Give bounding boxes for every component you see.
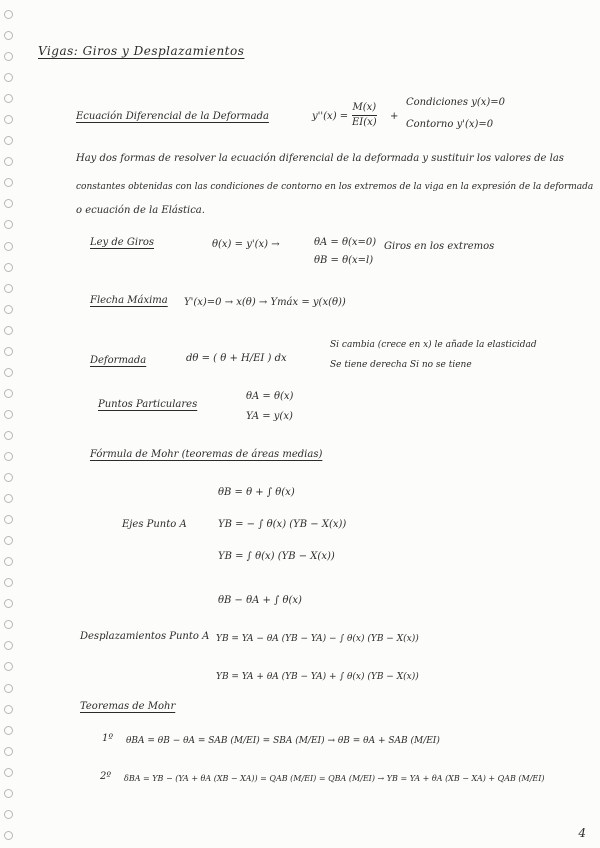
puntos-label: Puntos Particulares — [98, 399, 198, 410]
ley-giros-expr: θ(x) = y'(x) → — [212, 239, 280, 250]
binding-holes — [4, 10, 16, 840]
parrafo-linea-1: Hay dos formas de resolver la ecuación diferencial de la deformada y sustituir los valores de las — [76, 153, 564, 164]
ley-giros-note: Giros en los extremos — [384, 241, 495, 252]
desplaz-label: Desplazamientos Punto A — [80, 631, 210, 642]
condicion-1: Condiciones y(x)=0 — [406, 97, 506, 108]
ley-giros-b: θB = θ(x=l) — [314, 255, 374, 266]
parrafo-linea-2: constantes obtenidas con las condiciones de contorno en los extremos de la viga en la expresión de la deformada — [76, 182, 594, 192]
teorema-2-num: 2º — [100, 771, 112, 782]
deformada-expr: dθ = ( θ + H/EI ) dx — [186, 353, 287, 364]
formula-2: YB = − ∫ θ(x) (YB − X(x)) — [218, 519, 347, 530]
parrafo-linea-3: o ecuación de la Elástica. — [76, 205, 205, 216]
formula-label: Fórmula de Mohr (teoremas de áreas medias) — [90, 449, 323, 460]
formula-side: Ejes Punto A — [122, 519, 187, 530]
teorema-2: δBA = YB − (YA + θA (XB − XA)) = QAB (M/EI) = QBA (M/EI) → YB = YA + θA (XB − XA) + QAB (M/EI) — [124, 774, 545, 783]
desplaz-1: YB = YA − θA (YB − YA) − ∫ θ(x) (YB − X(x)) — [216, 634, 419, 644]
ecuacion-label: Ecuación Diferencial de la Deformada — [76, 111, 269, 122]
puntos-a: θA = θ(x) — [246, 391, 294, 402]
ecuacion-lhs: y''(x) = — [312, 111, 349, 122]
ecuacion-fraction — [352, 102, 377, 129]
deformada-label: Deformada — [90, 355, 147, 366]
ley-giros-label: Ley de Giros — [90, 237, 155, 248]
condicion-2: Contorno y'(x)=0 — [406, 119, 494, 130]
ecuacion-denominator: EI(x) — [352, 117, 377, 128]
formula-1: θB = θ + ∫ θ(x) — [218, 487, 295, 498]
teorema-1: θBA = θB − θA = SAB (M/EI) = SBA (M/EI) → θB = θA + SAB (M/EI) — [126, 736, 440, 746]
teorema-1-num: 1º — [102, 733, 114, 744]
page-title: Vigas: Giros y Desplazamientos — [38, 44, 245, 58]
page-number: 4 — [578, 826, 586, 840]
ley-giros-a: θA = θ(x=0) — [314, 237, 377, 248]
teoremas-label: Teoremas de Mohr — [80, 701, 176, 712]
desplaz-2: YB = YA + θA (YB − YA) + ∫ θ(x) (YB − X(x)) — [216, 672, 419, 682]
flecha-label: Flecha Máxima — [90, 295, 168, 306]
deformada-note-2: Se tiene derecha Si no se tiene — [330, 360, 472, 370]
formula-3: YB = ∫ θ(x) (YB − X(x)) — [218, 551, 335, 562]
ecuacion-plus: + — [390, 111, 399, 122]
flecha-expr: Y'(x)=0 → x(θ) → Ymáx = y(x(θ)) — [184, 297, 346, 308]
formula-4: θB − θA + ∫ θ(x) — [218, 595, 302, 606]
ecuacion-numerator: M(x) — [352, 102, 377, 113]
deformada-note-1: Si cambia (crece en x) le añade la elasticidad — [330, 340, 537, 350]
puntos-b: YA = y(x) — [246, 411, 293, 422]
